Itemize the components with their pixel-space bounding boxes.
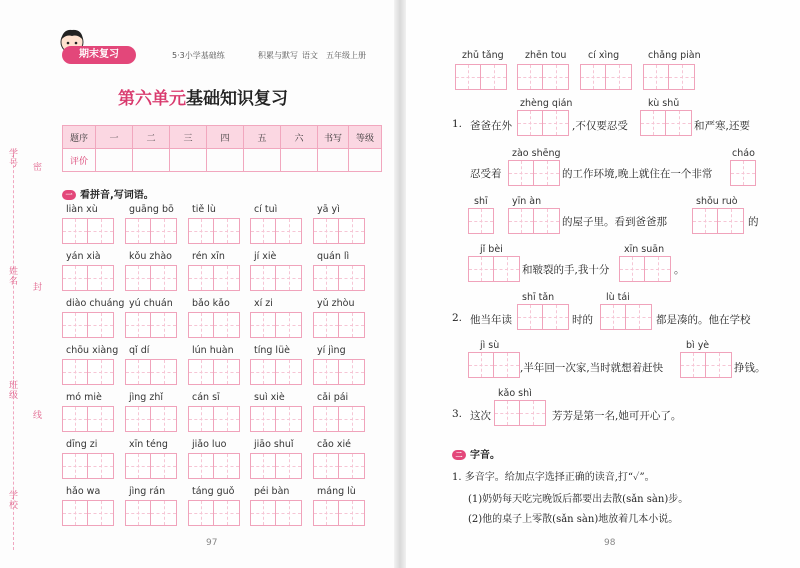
- pinyin-label: táng guǒ: [192, 486, 235, 497]
- pinyin-label: zào shēng: [512, 148, 561, 159]
- pinyin-label: cí tuì: [254, 204, 278, 215]
- pinyin-label: jí xiè: [254, 251, 277, 262]
- answer-boxes[interactable]: [62, 218, 114, 244]
- question-text: 和严寒,还要: [694, 120, 750, 132]
- section2-item-1[interactable]: (1)奶奶每天吃完晚饭后都要出去散(sǎn sàn)步。: [468, 494, 689, 505]
- score-cell[interactable]: [170, 149, 207, 172]
- score-header-cell: 二: [133, 126, 170, 149]
- pinyin-label: rén xīn: [192, 251, 225, 262]
- score-table-header: [63, 126, 382, 149]
- pinyin-label: hǎo wa: [66, 486, 101, 497]
- review-badge: 期末复习: [62, 46, 136, 64]
- pinyin-label: chǎng piàn: [648, 50, 701, 61]
- question-text: 的屋子里。看到爸爸那: [562, 216, 667, 228]
- pinyin-label: cǎi pái: [317, 392, 349, 403]
- pinyin-label: qǐ dí: [129, 345, 150, 356]
- book-series: 积累与默写: [258, 51, 298, 60]
- answer-boxes[interactable]: [680, 352, 732, 378]
- label-student-number: 学号: [7, 148, 17, 168]
- score-cell[interactable]: [318, 149, 349, 172]
- answer-boxes[interactable]: [125, 218, 177, 244]
- answer-boxes[interactable]: [62, 265, 114, 291]
- page-title: [118, 84, 288, 109]
- pinyin-label: tiě lù: [192, 204, 216, 215]
- answer-boxes[interactable]: [508, 160, 560, 186]
- pinyin-label: kǒu zhào: [129, 251, 172, 262]
- answer-boxes[interactable]: [62, 500, 114, 526]
- answer-boxes[interactable]: [313, 500, 365, 526]
- answer-boxes[interactable]: [250, 218, 302, 244]
- answer-boxes[interactable]: [250, 359, 302, 385]
- pinyin-label: zhēn tou: [525, 50, 567, 61]
- answer-boxes[interactable]: [619, 256, 671, 282]
- pinyin-label: shǒu ruò: [696, 196, 738, 207]
- score-cell[interactable]: [281, 149, 318, 172]
- label-name: 姓名: [7, 266, 17, 286]
- pinyin-label: kù shǔ: [648, 98, 680, 109]
- pinyin-label: zhèng qián: [520, 98, 573, 109]
- answer-boxes[interactable]: [494, 400, 546, 426]
- answer-boxes[interactable]: [313, 218, 365, 244]
- pinyin-label: yā yì: [317, 204, 340, 215]
- pinyin-label: chōu xiàng: [66, 345, 119, 356]
- answer-boxes[interactable]: [313, 406, 365, 432]
- pinyin-label: cí xìng: [588, 50, 620, 61]
- grade: 五年级上册: [326, 51, 366, 60]
- answer-boxes[interactable]: [250, 406, 302, 432]
- pinyin-label: bǎo kǎo: [192, 298, 230, 309]
- pinyin-label: yán xià: [66, 251, 101, 262]
- answer-boxes[interactable]: [125, 312, 177, 338]
- answer-boxes[interactable]: [455, 64, 507, 90]
- section2-heading: [452, 446, 500, 461]
- answer-boxes[interactable]: [640, 110, 692, 136]
- answer-boxes[interactable]: [517, 304, 569, 330]
- pinyin-label: yú chuán: [129, 298, 173, 309]
- pinyin-label: xīn téng: [129, 439, 168, 450]
- pinyin-label: yǔ zhòu: [317, 298, 355, 309]
- question-number: 1.: [452, 118, 463, 130]
- pinyin-label: jì sù: [480, 340, 500, 351]
- pinyin-label: quán lì: [317, 251, 350, 262]
- answer-boxes[interactable]: [188, 500, 240, 526]
- question-text: 的: [748, 216, 759, 228]
- cut-mark-2: 封: [31, 282, 41, 292]
- question-text: 和皲裂的手,我十分: [522, 264, 610, 276]
- answer-boxes[interactable]: [62, 359, 114, 385]
- section2-number-icon: 二: [452, 450, 466, 460]
- answer-boxes[interactable]: [517, 110, 569, 136]
- score-cell[interactable]: [96, 149, 133, 172]
- section1-title: 看拼音,写词语。: [80, 190, 154, 201]
- answer-boxes[interactable]: [468, 256, 520, 282]
- question-text: ,不仅要忍受: [572, 120, 628, 132]
- label-school: 学校: [7, 490, 17, 510]
- pinyin-label: xīn suān: [624, 244, 665, 255]
- score-cell[interactable]: [133, 149, 170, 172]
- pinyin-label: jìng rán: [129, 486, 166, 497]
- title-main: 基础知识复习: [186, 89, 288, 109]
- answer-boxes[interactable]: [250, 312, 302, 338]
- binding-strip: [0, 0, 41, 568]
- score-table: [62, 125, 382, 172]
- answer-boxes[interactable]: [313, 312, 365, 338]
- answer-boxes[interactable]: [517, 64, 569, 90]
- pinyin-label: jiǎo luo: [192, 439, 227, 450]
- answer-boxes[interactable]: [188, 218, 240, 244]
- answer-boxes[interactable]: [313, 265, 365, 291]
- pinyin-label: diào chuáng: [66, 298, 125, 309]
- title-unit: 第六单元: [118, 89, 186, 109]
- pinyin-label: jǐ bèi: [480, 244, 503, 255]
- answer-boxes[interactable]: [250, 453, 302, 479]
- page-number-left: 97: [206, 538, 218, 548]
- question-text: 忍受着: [470, 168, 502, 180]
- pinyin-label: guāng bō: [129, 204, 174, 215]
- section1-heading: [62, 186, 154, 201]
- question-text: 爸爸在外: [470, 120, 512, 132]
- cut-mark-3: 线: [31, 410, 41, 420]
- pinyin-label: mó miè: [66, 392, 102, 403]
- pinyin-label: cán sī: [192, 392, 220, 403]
- score-cell[interactable]: [207, 149, 244, 172]
- pinyin-label: yīn àn: [512, 196, 542, 207]
- score-table-row: [63, 149, 382, 172]
- pinyin-label: lù tái: [606, 292, 630, 303]
- answer-boxes[interactable]: [580, 64, 632, 90]
- question-text: 他当年读: [470, 314, 512, 326]
- answer-boxes[interactable]: [313, 453, 365, 479]
- answer-boxes[interactable]: [125, 406, 177, 432]
- answer-boxes[interactable]: [62, 406, 114, 432]
- cut-mark-1: 密: [31, 162, 41, 172]
- pinyin-label: yí jìng: [317, 345, 346, 356]
- book-gutter: [394, 0, 406, 568]
- answer-boxes[interactable]: [250, 500, 302, 526]
- section2-item-2[interactable]: (2)他的桌子上零散(sǎn sàn)地放着几本小说。: [468, 514, 679, 525]
- answer-box[interactable]: [468, 208, 494, 234]
- answer-boxes[interactable]: [468, 352, 520, 378]
- answer-boxes[interactable]: [600, 304, 652, 330]
- answer-boxes[interactable]: [692, 208, 744, 234]
- score-header-cell: 四: [207, 126, 244, 149]
- section2-question: 1. 多音字。给加点字选择正确的读音,打“✓”。: [452, 472, 655, 483]
- question-text: ,半年回一次家,当时就想着赶快: [520, 362, 664, 374]
- answer-boxes[interactable]: [188, 265, 240, 291]
- answer-boxes[interactable]: [188, 406, 240, 432]
- pinyin-label: zhǔ tǎng: [462, 50, 504, 61]
- answer-boxes[interactable]: [250, 265, 302, 291]
- score-header-cell: 一: [96, 126, 133, 149]
- score-header-cell: 书写: [318, 126, 349, 149]
- pinyin-label: cǎo xié: [317, 439, 351, 450]
- answer-boxes[interactable]: [125, 453, 177, 479]
- pinyin-label: xí zi: [254, 298, 273, 309]
- score-cell[interactable]: [244, 149, 281, 172]
- question-number: 2.: [452, 312, 463, 324]
- page-number-right: 98: [604, 538, 616, 548]
- pinyin-label: lún huàn: [192, 345, 234, 356]
- question-text: 芳芳是第一名,她可开心了。: [552, 410, 682, 422]
- pinyin-label: jìng zhǐ: [129, 392, 163, 403]
- pinyin-label: dīng zi: [66, 439, 98, 450]
- book-name: 5·3小学基础练: [172, 51, 225, 60]
- score-header-cell: 五: [244, 126, 281, 149]
- score-header-cell: 题序: [63, 126, 96, 149]
- answer-boxes[interactable]: [62, 312, 114, 338]
- answer-boxes[interactable]: [643, 64, 695, 90]
- section1-number-icon: 一: [62, 190, 76, 200]
- question-text: 这次: [470, 410, 491, 422]
- answer-boxes[interactable]: [125, 265, 177, 291]
- question-text: 的工作环境,晚上就住在一个非常: [562, 168, 713, 180]
- score-header-cell: 六: [281, 126, 318, 149]
- question-number: 3.: [452, 408, 463, 420]
- score-header-cell: 三: [170, 126, 207, 149]
- label-class: 班级: [7, 380, 17, 400]
- score-header-cell: 等级: [349, 126, 382, 149]
- pinyin-label: kǎo shì: [498, 388, 532, 399]
- pinyin-label: shī tǎn: [522, 292, 555, 303]
- pinyin-label: cháo: [732, 148, 755, 159]
- answer-boxes[interactable]: [188, 312, 240, 338]
- question-text: 。: [674, 264, 685, 276]
- answer-box[interactable]: [730, 160, 756, 186]
- answer-boxes[interactable]: [125, 500, 177, 526]
- section2-title: 字音。: [470, 450, 500, 461]
- answer-boxes[interactable]: [508, 208, 560, 234]
- answer-boxes[interactable]: [188, 453, 240, 479]
- pinyin-label: shī: [474, 196, 488, 207]
- question-text: 时的: [572, 314, 593, 326]
- answer-boxes[interactable]: [313, 359, 365, 385]
- question-text: 挣钱。: [734, 362, 766, 374]
- answer-boxes[interactable]: [188, 359, 240, 385]
- pinyin-label: jiāo shuǐ: [254, 439, 294, 450]
- pinyin-label: suì xiè: [254, 392, 285, 403]
- pinyin-label: tíng lüè: [254, 345, 290, 356]
- score-cell[interactable]: [349, 149, 382, 172]
- answer-boxes[interactable]: [62, 453, 114, 479]
- score-row-label: 评价: [63, 149, 96, 172]
- question-text: 都是凑的。他在学校: [656, 314, 751, 326]
- answer-boxes[interactable]: [125, 359, 177, 385]
- pinyin-label: péi bàn: [254, 486, 290, 497]
- pinyin-label: bì yè: [686, 340, 710, 351]
- pinyin-label: máng lù: [317, 486, 356, 497]
- pinyin-label: liàn xù: [66, 204, 98, 215]
- subject: 语文: [302, 51, 318, 60]
